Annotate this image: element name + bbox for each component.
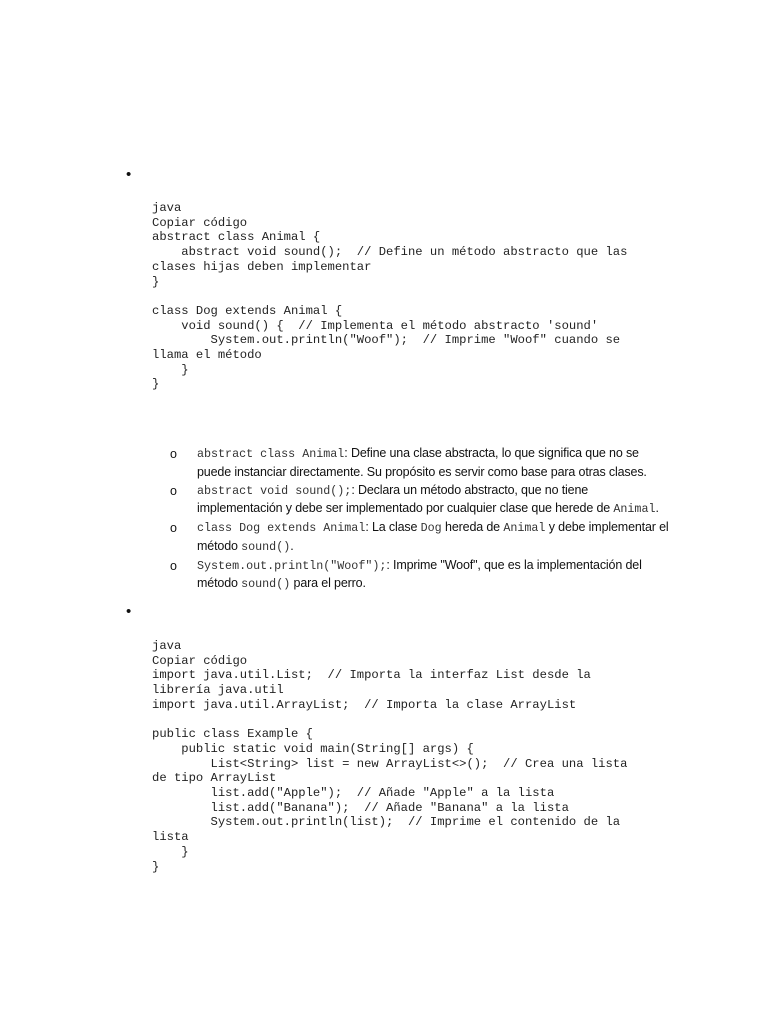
inline-code: sound() bbox=[241, 577, 291, 591]
sub-bullet-marker: o bbox=[170, 521, 177, 535]
explanation-text bbox=[197, 482, 670, 519]
explanation-body: . bbox=[655, 501, 659, 515]
inline-code: sound() bbox=[241, 539, 291, 554]
sub-bullet-marker: o bbox=[170, 558, 177, 573]
bullet-marker: • bbox=[126, 603, 132, 620]
inline-code: Dog bbox=[420, 521, 442, 535]
code-block-language-label: java bbox=[152, 201, 182, 215]
explanation-body: : Imprime "Woof", que es la implementación del método bbox=[197, 557, 642, 590]
explanation-item bbox=[170, 482, 670, 519]
inline-code: System.out.println("Woof"); bbox=[197, 558, 387, 573]
explanation-item bbox=[170, 445, 670, 481]
explanation-text bbox=[197, 519, 670, 556]
sub-bullet-marker: o bbox=[170, 483, 177, 498]
explanation-body: y debe implementar el método bbox=[197, 520, 669, 553]
explanation-body: . bbox=[290, 538, 294, 553]
code-block-abstract-class: abstract class Animal { abstract void sound(); // Define un método abstracto que las clases hijas deben implementar } class Dog extends Animal { void sound() { // Implementa el método abstracto 'sound' System.out.println("Woof"); // Imprime "Woof" cuando se llama el método } } bbox=[152, 230, 628, 392]
inline-code: abstract void sound(); bbox=[197, 483, 352, 498]
sub-bullet-marker: o bbox=[170, 447, 177, 461]
explanation-body: para el perro. bbox=[290, 576, 366, 590]
explanation-list bbox=[170, 445, 670, 594]
explanation-item bbox=[170, 519, 670, 556]
explanation-item bbox=[170, 557, 670, 594]
code-block-copy-label: Copiar código bbox=[152, 653, 248, 668]
explanation-body: : La clase bbox=[365, 520, 421, 534]
explanation-body: : Declara un método abstracto, que no tiene implementación y debe ser implementado por cualquier clase que herede de bbox=[197, 482, 614, 515]
explanation-body: hereda de bbox=[441, 520, 504, 534]
explanation-text bbox=[197, 557, 670, 594]
inline-code: Animal bbox=[503, 521, 546, 535]
code-block-copy-label: Copiar código bbox=[152, 215, 248, 230]
code-block-language-label: java bbox=[152, 639, 182, 653]
explanation-body: : Define una clase abstracta, lo que significa que no se puede instanciar directamente. Su propósito es servir como base para otras clases. bbox=[197, 446, 647, 479]
code-block-list-example: import java.util.List; // Importa la interfaz List desde la librería java.util import java.util.ArrayList; // Importa la clase ArrayList public class Example { public static void main(String[] args) { List<String> list = new ArrayList<>(); // Crea una lista de tipo ArrayList list.add("Apple"); // Añade "Apple" a la lista list.add("Banana"); // Añade "Banana" a la lista System.out.println(list); // Imprime el contenido de la lista } } bbox=[152, 668, 628, 874]
inline-code: abstract class Animal bbox=[197, 447, 345, 461]
explanation-text bbox=[197, 445, 670, 481]
bullet-marker: • bbox=[126, 166, 132, 183]
inline-code: class Dog extends Animal bbox=[197, 521, 366, 535]
inline-code: Animal bbox=[613, 502, 656, 516]
